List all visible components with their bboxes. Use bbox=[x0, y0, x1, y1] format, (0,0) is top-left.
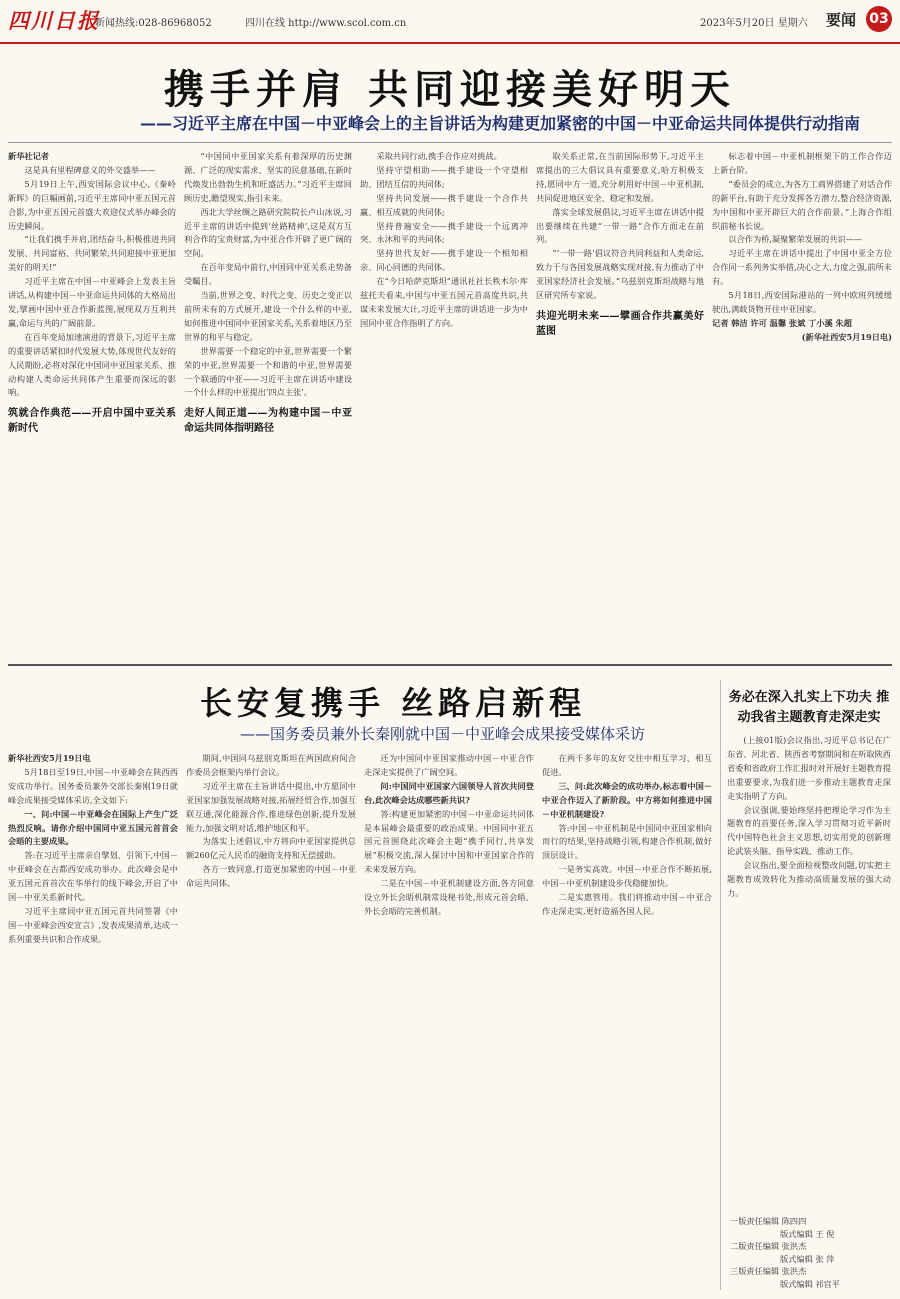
paragraph: 以合作为桥,凝聚繁荣发展的共识—— bbox=[728, 234, 862, 245]
editor-line: 版式编辑 王 倪 bbox=[780, 1228, 835, 1239]
story1-headline: 携手并肩 共同迎接美好明天 bbox=[164, 67, 736, 113]
paragraph: 5月19日上午,西安国际会议中心,《秦岭新晖》的巨幅画前,习近平主席同中亚五国元首合影,为中亚五国元首盛大欢迎仪式举办峰会的历史瞬间。 bbox=[8, 178, 176, 231]
story1-column-1 bbox=[8, 150, 176, 650]
section-heading: 走好人间正道——为构建中国－中亚命运共同体指明路径 bbox=[184, 408, 352, 435]
paragraph: 坚持世代友好——携手建设一个相知相亲、同心同德的共同体。 bbox=[360, 248, 528, 273]
paragraph: 世界需要一个稳定的中亚,世界需要一个繁荣的中亚,世界需要一个和谐的中亚,世界需要一个联通的中亚——习近平主席在讲话中建设一个什么样的中亚提出‘四点主张’。 bbox=[184, 345, 352, 398]
question: 三、问:此次峰会的成功举办,标志着中国－中亚合作迈入了新阶段。中方将如何推进中国－中亚机制建设? bbox=[542, 780, 712, 819]
story2-headline: 长安复携手 丝路启新程 bbox=[200, 684, 587, 722]
paragraph: 会议强调,要始终坚持把理论学习作为主题教育的首要任务,深入学习贯彻习近平新时代中国特色社会主义思想,切实用党的创新理论武装头脑、指导实践、推动工作。 bbox=[727, 804, 891, 857]
story2-column-4 bbox=[542, 752, 712, 1292]
paragraph: 各方一致同意,打造更加紧密的中国－中亚命运共同体。 bbox=[186, 864, 356, 889]
reporters-byline: 记者 韩洁 许可 温馨 张斌 丁小溪 朱超 bbox=[712, 317, 852, 328]
sidebar-divider bbox=[720, 680, 721, 1290]
editor-line: 版式编辑 张 萍 bbox=[780, 1253, 835, 1264]
story1-subhead: ——习近平主席在中国－中亚峰会上的主旨讲话为构建更加紧密的中国－中亚命运共同体提供行动指南 bbox=[140, 114, 861, 133]
story1-column-4 bbox=[536, 150, 704, 650]
paragraph: (上接01版)会议指出,习近平总书记在广东省、河北省、陕西省考察期间和在听取陕西省委和省政府工作汇报时对开展好主题教育提出重要要求,为我们进一步推动主题教育走深走实指明了方向。 bbox=[727, 735, 891, 801]
issue-date: 2023年5月20日 星期六 bbox=[700, 18, 808, 29]
paragraph: 在百年变局中前行,中国同中亚关系走势备受瞩目。 bbox=[184, 262, 352, 287]
editor-line: 一版责任编辑 陈四四 bbox=[730, 1216, 807, 1226]
story2-column-3 bbox=[364, 752, 534, 1292]
paragraph: 5月18日至19日,中国－中亚峰会在陕西西安成功举行。国务委员兼外交部长秦刚19日就峰会成果接受媒体采访,全文如下: bbox=[8, 766, 178, 805]
sidebar-body bbox=[727, 734, 891, 1204]
paragraph: 习近平主席同中亚五国元首共同签署《中国－中亚峰会西安宣言》,发表成果清单,达成一系列重要共识和合作成果。 bbox=[8, 905, 178, 944]
paragraph: 取关系正常,在当前国际形势下,习近平主席提出的三大倡议具有重要意义,哈方积极支持,愿同中方一道,充分利用好中国－中亚机制,共同促进地区安全、稳定和发展。 bbox=[536, 151, 704, 203]
paragraph: 习近平主席在主旨讲话中提出,中方愿同中亚国家加强发展战略对接,拓展经贸合作,加强互联互通,深化能源合作,推进绿色创新,提升发展能力,加强文明对话,维护地区和平。 bbox=[186, 780, 356, 833]
dateline: 新华社西安5月19日电 bbox=[8, 753, 91, 763]
paragraph: 西北大学丝绸之路研究院院长卢山冰说,习近平主席的讲话中提到‘丝路精神’,这是双方互利合作的宝贵财富,为中亚合作开辟了更广阔的空间。 bbox=[184, 206, 352, 259]
paragraph: 一是务实高效。中国－中亚合作不断拓展,中国－中亚机制建设步伐稳健加快。 bbox=[542, 864, 712, 889]
story2-column-1 bbox=[8, 752, 178, 1292]
paragraph: 5月18日,西安国际港站的一列中欧班列缓缓驶出,满载货物开往中亚国家。 bbox=[712, 290, 892, 314]
paragraph: 坚持普遍安全——携手建设一个远离冲突、永沐和平的共同体; bbox=[360, 220, 528, 245]
question: 问:中国同中亚国家六国领导人首次共同登台,此次峰会达成哪些新共识? bbox=[364, 780, 534, 805]
paragraph: 当前,世界之变、时代之变、历史之变正以前所未有的方式展开,建设一个什么样的中亚,如何推进中国同中亚国家关系,关系着地区乃至世界的和平与稳定。 bbox=[184, 290, 352, 342]
section-heading: 共迎光明未来——擘画合作共赢美好蓝图 bbox=[536, 310, 704, 337]
section-label: 要闻 bbox=[826, 11, 857, 29]
story2-column-2 bbox=[186, 752, 356, 1292]
paragraph: 在百年变局加速演进的背景下,习近平主席的重要讲话紧扣时代发展大势,体现世代友好的人民期盼,必将对深化中国同中亚国家关系、推动构建人类命运共同体产生重要而深远的影响。 bbox=[8, 331, 176, 398]
editor-credits bbox=[730, 1215, 892, 1290]
paragraph: 二是实惠管用。我们将推动中国－中亚合作走深走实,更好造福各国人民。 bbox=[542, 892, 712, 916]
story-divider bbox=[8, 664, 892, 666]
sidebar-story bbox=[727, 688, 891, 1204]
dateline-credit: (新华社西安5月19日电) bbox=[801, 331, 892, 342]
section-heading: 筑就合作典范——开启中国中亚关系新时代 bbox=[8, 408, 176, 435]
paragraph: 在两千多年的友好交往中相互学习、相互促进。 bbox=[542, 753, 712, 777]
masthead bbox=[0, 0, 900, 44]
divider bbox=[8, 142, 892, 143]
paragraph: 还为中国同中亚国家推动中国－中亚合作走深走实提供了广阔空间。 bbox=[364, 753, 534, 777]
question: 一、问:中国－中亚峰会在国际上产生广泛热烈反响。请你介绍中国同中亚五国元首首会会晤的主要成果。 bbox=[8, 808, 178, 847]
paragraph: 落实全球发展倡议,习近平主席在讲话中提出要继续在共建“一带一路”合作方面走在前列。 bbox=[536, 206, 704, 245]
paragraph: 期间,中国同乌兹别克斯坦在两国政府间合作委员会框架内举行会议。 bbox=[186, 753, 356, 777]
story1-column-3 bbox=[360, 150, 528, 650]
paragraph: 习近平主席在中国－中亚峰会上发表主旨讲话,从构建中国－中亚命运共同体的大格局出发,擘画中国中亚合作新蓝图,展现双方互利共赢,命运与共的广阔前景。 bbox=[8, 276, 176, 328]
story2-subhead: ——国务委员兼外长秦刚就中国－中亚峰会成果接受媒体采访 bbox=[240, 725, 646, 743]
story1-column-2 bbox=[184, 150, 352, 650]
sidebar-headline: 务必在深入扎实上下功夫 推动我省主题教育走深走实 bbox=[728, 690, 890, 725]
paragraph: 标志着中国－中亚机制框架下的工作合作迈上新台阶。 bbox=[712, 151, 892, 175]
paragraph: 习近平主席在讲话中提出了中国中亚全方位合作同一系列务实举措,决心之大,力度之强,前所未有。 bbox=[712, 248, 892, 287]
paragraph: “‘一带一路’倡议符合共同利益和人类命运,致力于与各国发展战略实现对接,有力推动了中亚国家经济社会发展。”乌兹别克斯坦战略与地区研究所专家说。 bbox=[536, 248, 704, 301]
news-hotline: 新闻热线:028-86968052 bbox=[95, 18, 212, 29]
answer: 答:在习近平主席亲自擘划、引领下,中国－中亚峰会在古都西安成功举办。此次峰会是中亚五国元首首次在华举行的线下峰会,开启了中国－中亚关系新时代。 bbox=[8, 850, 178, 903]
editor-line: 二版责任编辑 张洪杰 bbox=[730, 1241, 807, 1251]
story1-column-5 bbox=[712, 150, 892, 650]
paragraph: “委员会的成立,为各方工商界搭建了对话合作的新平台,有助于充分发挥各方潜力,整合经济资源,为中国和中亚开辟巨大的合作前景。”上海合作组织前秘书长说。 bbox=[712, 178, 892, 231]
editor-line: 三版责任编辑 张洪杰 bbox=[730, 1266, 807, 1276]
byline: 新华社记者 bbox=[8, 151, 49, 161]
paragraph: 这是具有里程碑意义的外交盛举—— bbox=[24, 164, 156, 175]
paragraph: 坚持共同发展——携手建设一个合作共赢、相互成就的共同体; bbox=[360, 192, 528, 217]
paragraph: 在“今日哈萨克斯坦”通讯社社长秩木尔·库兹托夫看来,中国与中亚五国元首高度共识,共谋未来发展大计,习近平主席的讲话进一步为中国同中亚合作指明了方向。 bbox=[360, 276, 528, 328]
paragraph: “让我们携手并肩,团结奋斗,积极推进共同发展、共同富裕、共同繁荣,共同迎接中亚更加美好的明天!” bbox=[8, 234, 176, 273]
paragraph: 会议指出,要全面检视整改问题,切实把主题教育成效转化为推动高质量发展的强大动力。 bbox=[727, 860, 891, 898]
answer: 答:中国－中亚机制是中国同中亚国家相向而行的结果,坚持战略引领,构建合作机制,做好顶层设计。 bbox=[542, 822, 712, 861]
website-link[interactable]: 四川在线 http://www.scol.com.cn bbox=[245, 18, 407, 29]
editor-line: 版式编辑 祁宫平 bbox=[780, 1278, 840, 1289]
paragraph: 坚持守望相助——携手建设一个守望相助、团结互信的共同体; bbox=[360, 164, 528, 189]
page-number: 03 bbox=[866, 6, 892, 32]
newspaper-logo: 四川日报 bbox=[8, 8, 100, 33]
paragraph: 采取共同行动,携手合作应对挑战。 bbox=[376, 151, 502, 161]
paragraph: 为落实上述倡议,中方将向中亚国家提供总额260亿元人民币的融资支持和无偿援助。 bbox=[186, 836, 356, 861]
paragraph: 二是在中国－中亚机制建设方面,各方同意设立外长会晤机制常设秘书处,形成元首会晤、外长会晤的完善机制。 bbox=[364, 878, 534, 916]
paragraph: “中国同中亚国家关系有着深厚的历史渊源、广泛的现实需求、坚实的民意基础,在新时代焕发出勃勃生机和旺盛活力。”习近平主席回顾历史,瞻望现实,指引未来。 bbox=[184, 151, 352, 203]
answer: 答:构建更加紧密的中国－中亚命运共同体是本届峰会最重要的政治成果。中国同中亚五国元首围绕此次峰会主题“携手同行,共享发展”积极交流,深入探讨中国和中亚国家合作的未来发展方向。 bbox=[364, 808, 534, 875]
